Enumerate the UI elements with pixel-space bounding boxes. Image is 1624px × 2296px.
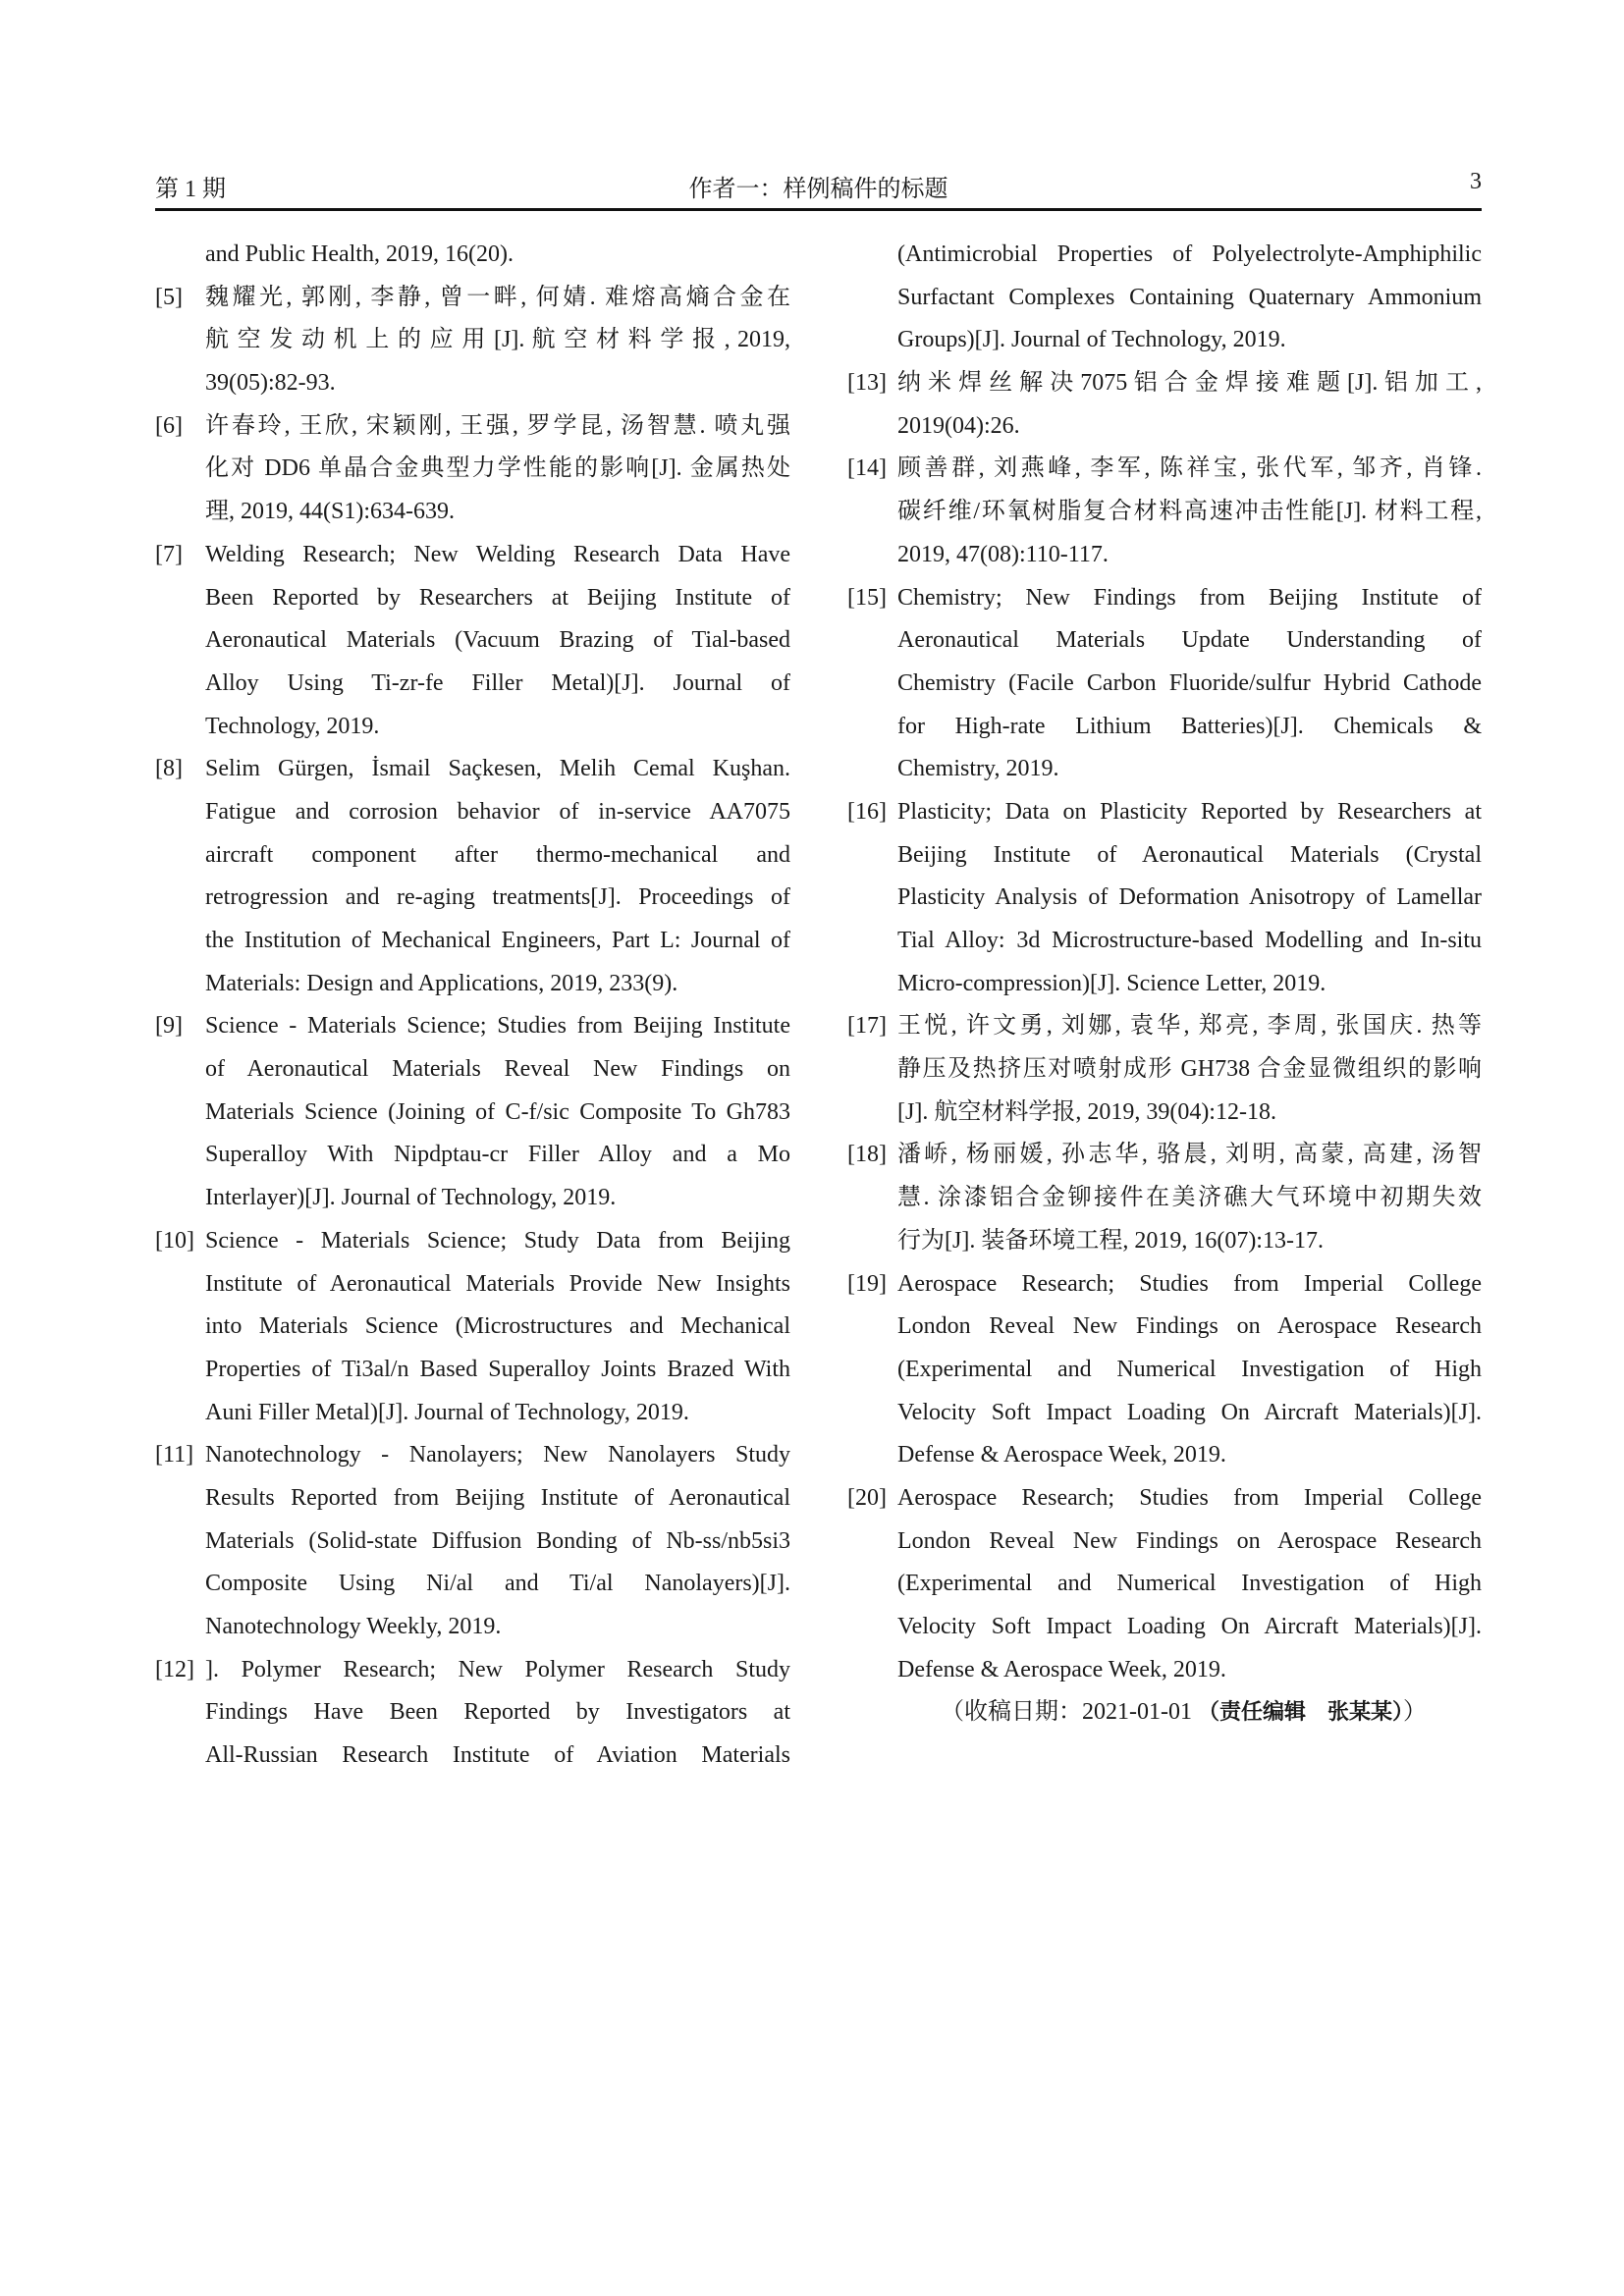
reference-number: [18] [847, 1142, 887, 1168]
reference-line: and Public Health, 2019, 16(20). [205, 241, 514, 267]
reference-line: 航 空 发 动 机 上 的 应 用 [J]. 航 空 材 料 学 报 , 2019, [205, 327, 790, 353]
reference-line: Aeronautical Materials (Vacuum Brazing of Tial-based [205, 627, 790, 654]
responsible-editor: （责任编辑 张某某） [1197, 1700, 1403, 1726]
reference-line: Chemistry, 2019. [897, 756, 1059, 782]
reference-line: London Reveal New Findings on Aerospace Research [897, 1313, 1482, 1340]
reference-number: [15] [847, 584, 887, 611]
references-right-column [847, 234, 1482, 1735]
reference-entry [155, 1649, 790, 1778]
reference-line: 许春玲, 王欣, 宋颖刚, 王强, 罗学昆, 汤智慧. 喷丸强 [205, 412, 790, 439]
reference-line: Alloy Using Ti-zr-fe Filler Metal)[J]. Journal of [205, 669, 790, 696]
reference-text [205, 277, 790, 405]
reference-line: (Experimental and Numerical Investigation of High [897, 1571, 1482, 1597]
reference-number [155, 234, 205, 277]
reference-line: Plasticity Analysis of Deformation Anisotropy of Lamellar [897, 884, 1482, 911]
reference-text [205, 1220, 790, 1434]
reference-line: Institute of Aeronautical Materials Provide New Insights [205, 1270, 790, 1297]
reference-line: 行为[J]. 装备环境工程, 2019, 16(07):13-17. [897, 1227, 1324, 1254]
reference-line: Materials Science (Joining of C-f/sic Composite To Gh783 [205, 1098, 790, 1125]
reference-line: Tial Alloy: 3d Microstructure-based Modelling and In-situ [897, 928, 1482, 953]
issue-number: 第 1 期 [155, 177, 226, 202]
reference-line: into Materials Science (Microstructures and Mechanical [205, 1313, 790, 1340]
reference-line: 化对 DD6 单晶合金典型力学性能的影响[J]. 金属热处 [205, 455, 790, 482]
reference-line: All-Russian Research Institute of Aviation Materials [205, 1742, 790, 1769]
reference-line: Plasticity; Data on Plasticity Reported by Researchers at [897, 798, 1482, 825]
reference-entry [155, 405, 790, 534]
reference-number: [9] [155, 1013, 183, 1040]
reference-line: Defense & Aerospace Week, 2019. [897, 1656, 1226, 1682]
reference-line: Science - Materials Science; Studies from Beijing Institute [205, 1013, 790, 1040]
reference-line: Defense & Aerospace Week, 2019. [897, 1442, 1226, 1468]
reference-line: 魏耀光, 郭刚, 李静, 曾一畔, 何婧. 难熔高熵合金在 [205, 284, 790, 310]
reference-line: [J]. 航空材料学报, 2019, 39(04):12-18. [897, 1098, 1276, 1125]
reference-line: the Institution of Mechanical Engineers, Part L: Journal of [205, 928, 790, 953]
reference-line: Technology, 2019. [205, 713, 380, 739]
reference-line: 纳 米 焊 丝 解 决 7075 铝 合 金 焊 接 难 题 [J]. 铝 加 工 , [897, 370, 1482, 397]
reference-line: Materials (Solid-state Diffusion Bonding of Nb-ss/nb5si3 [205, 1527, 790, 1554]
reference-line: 顾善群, 刘燕峰, 李军, 陈祥宝, 张代军, 邹齐, 肖锋. [897, 455, 1482, 482]
reference-line: (Experimental and Numerical Investigation of High [897, 1356, 1482, 1382]
reference-line: Materials: Design and Applications, 2019, 233(9). [205, 970, 678, 996]
reference-line: Nanotechnology Weekly, 2019. [205, 1614, 502, 1639]
reference-text [205, 748, 790, 1005]
reference-line: 慧. 涂漆铝合金铆接件在美济礁大气环境中初期失效 [897, 1185, 1482, 1211]
reference-entry [155, 1434, 790, 1648]
reference-line: Welding Research; New Welding Research Data Have [205, 541, 790, 567]
reference-text [205, 1434, 790, 1648]
reference-line: Superalloy With Nipdptau-cr Filler Alloy and a Mo [205, 1142, 790, 1168]
reference-text [897, 1134, 1482, 1262]
reference-line: Fatigue and corrosion behavior of in-service AA7075 [205, 798, 790, 825]
reference-line: 39(05):82-93. [205, 370, 336, 397]
reference-line: (Antimicrobial Properties of Polyelectrolyte-Amphiphilic [897, 241, 1482, 267]
reference-text [205, 1005, 790, 1219]
header-rule [155, 208, 1482, 211]
received-date-note [847, 1691, 1482, 1735]
reference-line: Aerospace Research; Studies from Imperial College [897, 1484, 1482, 1511]
reference-line: Properties of Ti3al/n Based Superalloy Joints Brazed With [205, 1356, 790, 1382]
reference-line: Velocity Soft Impact Loading On Aircraft Materials)[J]. [897, 1614, 1482, 1639]
reference-line: Velocity Soft Impact Loading On Aircraft Materials)[J]. [897, 1399, 1482, 1425]
reference-line: London Reveal New Findings on Aerospace Research [897, 1527, 1482, 1554]
reference-text [205, 234, 790, 277]
reference-text [897, 234, 1482, 362]
reference-line: 碳纤维/环氧树脂复合材料高速冲击性能[J]. 材料工程, [897, 499, 1482, 525]
received-close: ） [1403, 1699, 1427, 1726]
reference-line: 2019(04):26. [897, 412, 1020, 439]
reference-line: Science - Materials Science; Study Data from Beijing [205, 1227, 790, 1254]
reference-text [205, 534, 790, 748]
reference-number: [16] [847, 798, 887, 825]
reference-text [897, 1263, 1482, 1477]
reference-line: Chemistry; New Findings from Beijing Institute of [897, 584, 1482, 611]
reference-text [897, 362, 1482, 448]
reference-number: [5] [155, 284, 183, 310]
reference-line: 潘峤, 杨丽媛, 孙志华, 骆晨, 刘明, 高蒙, 高建, 汤智 [897, 1142, 1482, 1168]
reference-line: Aerospace Research; Studies from Imperial College [897, 1270, 1482, 1297]
reference-number: [6] [155, 412, 183, 439]
reference-entry [155, 277, 790, 405]
reference-entry [155, 1005, 790, 1219]
reference-number: [17] [847, 1013, 887, 1040]
reference-entry [847, 448, 1482, 576]
reference-line: Auni Filler Metal)[J]. Journal of Technology, 2019. [205, 1399, 689, 1425]
reference-line: Nanotechnology - Nanolayers; New Nanolayers Study [205, 1442, 790, 1468]
reference-entry [847, 791, 1482, 1005]
reference-line: Beijing Institute of Aeronautical Materials (Crystal [897, 841, 1482, 868]
reference-entry [847, 362, 1482, 448]
reference-line: retrogression and re-aging treatments[J]. Proceedings of [205, 884, 790, 911]
reference-line: Chemistry (Facile Carbon Fluoride/sulfur Hybrid Cathode [897, 669, 1482, 696]
reference-number [847, 234, 897, 362]
reference-line: Findings Have Been Reported by Investigators at [205, 1699, 790, 1726]
reference-entry [847, 234, 1482, 362]
reference-number: [14] [847, 455, 887, 482]
reference-entry [155, 534, 790, 748]
reference-line: 静压及热挤压对喷射成形 GH738 合金显微组织的影响 [897, 1056, 1482, 1083]
reference-number: [10] [155, 1227, 194, 1254]
reference-number: [8] [155, 756, 183, 782]
reference-entry [847, 1134, 1482, 1262]
reference-line: for High-rate Lithium Batteries)[J]. Chemicals & [897, 713, 1482, 739]
reference-line: 王悦, 许文勇, 刘娜, 袁华, 郑亮, 李周, 张国庆. 热等 [897, 1013, 1482, 1040]
reference-line: Aeronautical Materials Update Understanding of [897, 627, 1482, 654]
reference-entry [847, 1477, 1482, 1691]
reference-number: [20] [847, 1484, 887, 1511]
reference-line: Surfactant Complexes Containing Quaternary Ammonium [897, 284, 1482, 310]
reference-entry [847, 577, 1482, 791]
received-date: （收稿日期：2021-01-01 [941, 1699, 1198, 1726]
reference-text [205, 1649, 790, 1778]
reference-entry [847, 1263, 1482, 1477]
reference-entry [155, 1220, 790, 1434]
reference-line: aircraft component after thermo-mechanical and [205, 841, 790, 868]
reference-text [897, 1477, 1482, 1691]
reference-number: [11] [155, 1442, 194, 1468]
reference-number: [13] [847, 370, 887, 397]
reference-number: [7] [155, 541, 183, 567]
running-header [155, 169, 1482, 202]
references-left-column [155, 234, 790, 1778]
page-number: 3 [1470, 169, 1482, 194]
reference-text [897, 577, 1482, 791]
reference-entry [847, 1005, 1482, 1134]
reference-line: Micro-compression)[J]. Science Letter, 2019. [897, 970, 1326, 996]
reference-text [205, 405, 790, 534]
reference-line: Interlayer)[J]. Journal of Technology, 2019. [205, 1185, 617, 1211]
reference-line: Selim Gürgen, İsmail Saçkesen, Melih Cemal Kuşhan. [205, 756, 790, 782]
reference-line: Results Reported from Beijing Institute of Aeronautical [205, 1484, 790, 1511]
reference-line: Composite Using Ni/al and Ti/al Nanolayers)[J]. [205, 1571, 790, 1597]
reference-line: ]. Polymer Research; New Polymer Research Study [205, 1656, 790, 1682]
reference-line: 2019, 47(08):110-117. [897, 541, 1109, 567]
reference-text [897, 791, 1482, 1005]
reference-text [897, 1005, 1482, 1134]
reference-line: of Aeronautical Materials Reveal New Findings on [205, 1056, 790, 1083]
reference-number: [19] [847, 1270, 887, 1297]
reference-text [897, 448, 1482, 576]
reference-line: 理, 2019, 44(S1):634-639. [205, 499, 455, 525]
running-title: 作者一：样例稿件的标题 [688, 177, 948, 202]
reference-entry [155, 234, 790, 277]
reference-entry [155, 748, 790, 1005]
reference-line: Groups)[J]. Journal of Technology, 2019. [897, 327, 1286, 353]
reference-line: Been Reported by Researchers at Beijing Institute of [205, 584, 790, 611]
reference-number: [12] [155, 1656, 194, 1682]
